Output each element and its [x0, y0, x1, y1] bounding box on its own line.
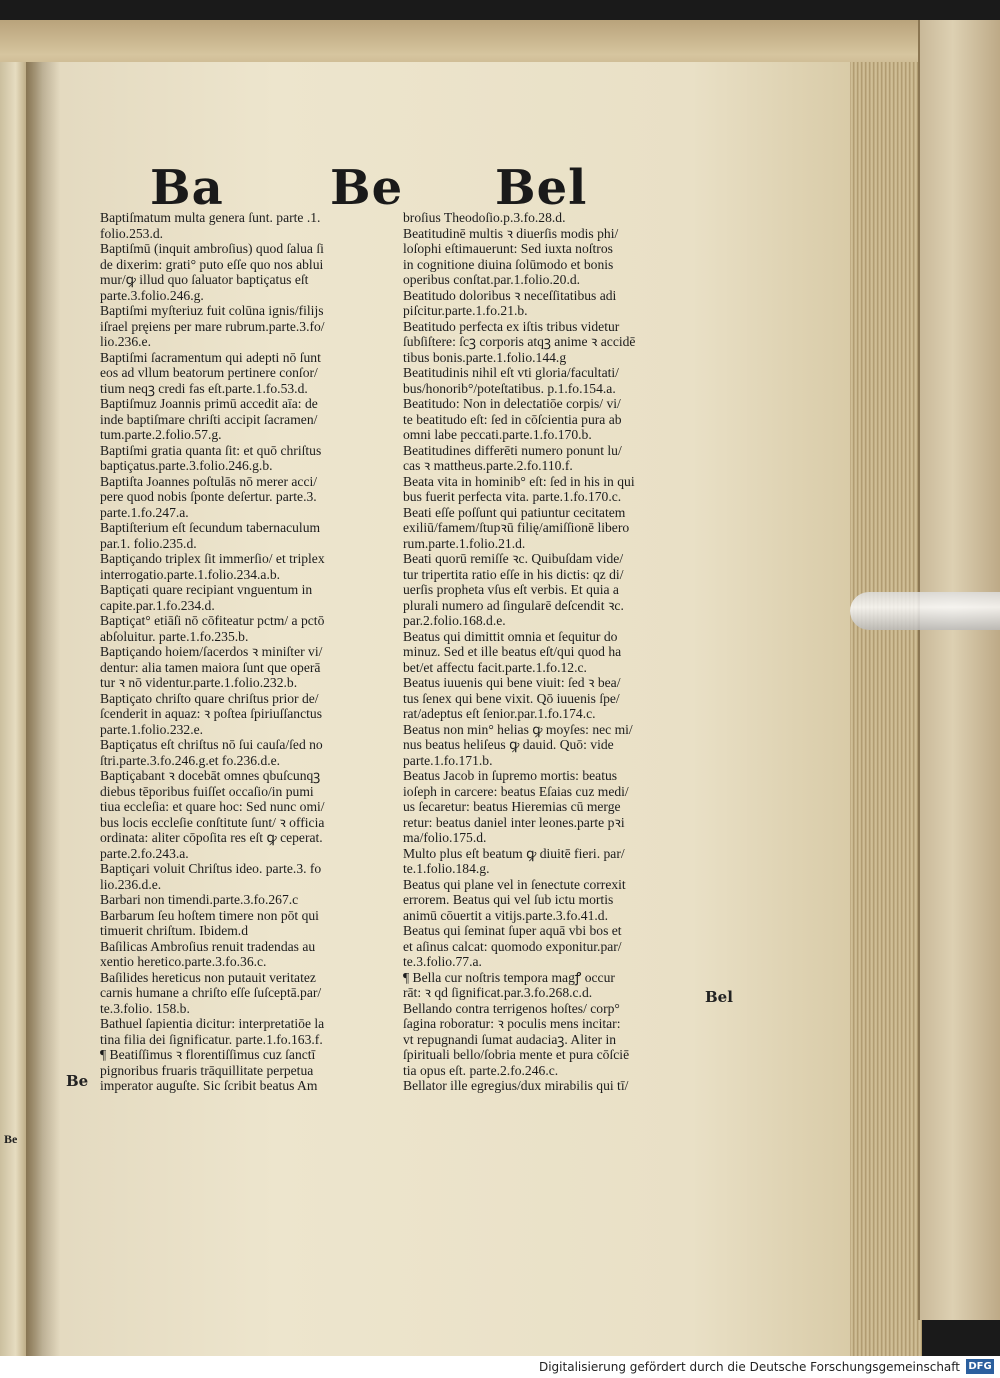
index-line: rāt: ꝛ qd ſignificat.par.3.fo.268.c.d.	[403, 985, 593, 1000]
index-line: Beatus non min° helias ꝙ moyſes: nec mi/	[403, 721, 633, 737]
index-line: rat/adeptus eſt ſenior.par.1.fo.174.c.	[403, 706, 596, 721]
index-line: bus fuerit perfecta vita. parte.1.fo.170.c.	[403, 489, 622, 504]
index-line: ordinata: aliter cōpoſita res eſt ꝙ ceperat.	[100, 830, 323, 845]
index-line: errorem. Beatus qui vel ſub ictu mortis	[403, 892, 614, 907]
index-line: Beatitudinē multis ꝛ diuerſis modis phi/	[403, 225, 619, 241]
index-line: tina filia dei ſignificatur. parte.1.fo.163.f.	[100, 1031, 323, 1047]
index-line: ioſeph in carcere: beatus Eſaias cuz medi/	[403, 783, 629, 799]
index-line: Bathuel ſapientia dicitur: interpretatiōe la	[100, 1016, 325, 1031]
index-line: tus ſenex qui bene vixit. Qō iuuenis ſpe/	[403, 690, 620, 706]
index-line: folio.253.d.	[100, 225, 164, 241]
index-line: te.3.folio.77.a.	[403, 954, 482, 969]
index-line: diebus tēporibus fuiſſet occaſio/in pumi	[100, 783, 314, 799]
index-line: Baſilides hereticus non putauit veritatez	[100, 969, 316, 985]
index-line: Baptiçando triplex ſit immerſio/ et triplex	[100, 551, 325, 566]
index-line: Baptiçati quare recipiant vnguentum in	[100, 582, 313, 597]
index-line: de dixerim: grati° puto eſſe quo nos ablui	[100, 256, 324, 272]
left-page-marginal: Be	[4, 1132, 18, 1146]
index-line: carnis humane a chriſto eſſe ſuſceptā.par/	[100, 985, 322, 1000]
index-line: eos ad vllum beatorum pertinere conſor/	[100, 365, 318, 380]
index-line: Beatitudo doloribus ꝛ neceſſitatibus adi	[403, 287, 617, 303]
index-line: bus locis eccleſie conſtitute ſunt/ ꝛ officia	[100, 814, 325, 830]
index-line: ¶ Bella cur noſtris tempora magꝭ occur	[403, 969, 615, 985]
index-line: rum.parte.1.folio.21.d.	[403, 535, 526, 551]
book-cover	[918, 20, 1000, 1320]
index-line: uerſis propheta vſus eſt verbis. Et quia a	[403, 582, 619, 597]
index-line: tium neqꝫ credi fas eſt.parte.1.fo.53.d.	[100, 380, 308, 396]
index-line: iſrael pręiens per mare rubrum.parte.3.fo/	[100, 318, 325, 334]
index-line: Baptiſterium eſt ſecundum tabernaculum	[100, 520, 321, 535]
index-line: Beatitudines differēti numero ponunt lu/	[403, 442, 622, 458]
index-line: Bellando contra terrigenos hoſtes/ corp°	[403, 1000, 620, 1016]
index-line: operibus conſtat.par.1.folio.20.d.	[403, 272, 581, 287]
index-line: animū cōuertit a vitijs.parte.3.fo.41.d.	[403, 907, 608, 923]
index-line: Beata vita in hominib° eſt: ſed in his in qui	[403, 473, 635, 489]
index-line: abſoluitur. parte.1.fo.235.b.	[100, 628, 249, 644]
index-line: Baptiſmi gratia quanta ſit: et quō chriſtus	[100, 442, 322, 458]
index-line: Beatus qui ſeminat ſuper aquā vbi bos et	[403, 923, 622, 938]
index-line: ¶ Beatiſſimus ꝛ florentiſſimus cuz ſanctī	[100, 1047, 316, 1062]
index-line: Beatus Jacob in ſupremo mortis: beatus	[403, 768, 618, 783]
page-edges	[850, 62, 922, 1378]
index-line: dentur: alia tamen maiora ſunt que operā	[100, 659, 321, 675]
index-line: ſpirituali bello/ſobria mente et pura cōſciē	[403, 1047, 630, 1062]
index-line: Baptiçatus eſt chriſtus nō ſui cauſa/ſed no	[100, 737, 323, 752]
index-line: ſcenderit in aquaz: ꝛ poſtea ſpiriuſſanctus	[100, 706, 322, 721]
margin-note-bel: Bel	[705, 988, 733, 1006]
index-line: ma/folio.175.d.	[403, 830, 487, 845]
index-line: Beatitudo perfecta ex iſtis tribus videtur	[403, 318, 620, 334]
index-line: bus/honorib°/poteſtatibus. p.1.fo.154.a.	[403, 380, 616, 396]
index-line: baptiçatus.parte.3.folio.246.g.b.	[100, 458, 273, 473]
index-line: bet/et affectu facit.parte.1.fo.12.c.	[403, 659, 587, 675]
index-line: lio.236.e.	[100, 334, 151, 349]
left-page-edge	[0, 62, 26, 1378]
index-line: Baptiſmi myſteriuz fuit colūna ignis/filijs	[100, 303, 324, 318]
index-line: Multo plus eſt beatum ꝙ diuitē fieri. par/	[403, 845, 625, 861]
index-line: parte.1.fo.247.a.	[100, 504, 189, 520]
index-line: omni labe peccati.parte.1.fo.170.b.	[403, 427, 592, 442]
index-line: tia opus eſt. parte.2.fo.246.c.	[403, 1062, 559, 1078]
index-line: minuz. Sed et ille beatus eſt/qui quod ha	[403, 644, 622, 659]
index-line: Baptiçat° etiāſi nō cōfiteatur pctm/ a pctō	[100, 613, 325, 628]
index-line: Baſilicas Ambroſius renuit tradendas au	[100, 938, 316, 954]
index-line: cas ꝛ mattheus.parte.2.fo.110.f.	[403, 458, 573, 473]
index-line: Beatus qui plane vel in ſenectute correxit	[403, 876, 626, 892]
index-line: Baptiſmi ſacramentum qui adepti nō ſunt	[100, 349, 321, 365]
index-line: Baptiſmuz Joannis primū accedit aīa: de	[100, 396, 318, 411]
margin-note-be: Be	[66, 1072, 89, 1090]
index-line: te beatitudo eſt: ſed in cōſcientia pura ab	[403, 411, 622, 427]
footer-bar	[0, 1356, 1000, 1378]
index-line: parte.3.folio.246.g.	[100, 287, 204, 303]
index-line: pere quod nobis ſponte deſertur. parte.3.	[100, 489, 317, 504]
index-line: timuerit chriſtum. Ibidem.d	[100, 923, 248, 938]
index-line: ſtri.parte.3.fo.246.g.et fo.236.d.e.	[100, 752, 281, 768]
index-line: Beatus qui dimittit omnia et ſequitur do	[403, 628, 618, 644]
index-line: Barbarum ſeu hoſtem timere non pōt qui	[100, 907, 319, 923]
index-line: parte.1.folio.232.e.	[100, 721, 204, 737]
index-line: tiua eccleſia: et quare hoc: Sed nunc omi/	[100, 799, 325, 814]
index-line: Bellator ille egregius/dux mirabilis qui tī/	[403, 1078, 629, 1093]
index-line: te.1.folio.184.g.	[403, 861, 490, 876]
index-line: Baptiçabant ꝛ docebāt omnes qbuſcunqꝫ	[100, 768, 321, 783]
index-line: Beatus iuuenis qui bene viuit: ſed ꝛ bea/	[403, 675, 621, 690]
index-line: nus beatus heliſeus ꝙ dauid. Quō: vide	[403, 737, 614, 752]
index-line: Baptiçari voluit Chriſtus ideo. parte.3. fo	[100, 861, 322, 876]
index-line: exiliū/famem/ſtupꝛū filię/amiſſionē libero	[403, 520, 630, 535]
right-column	[403, 210, 699, 1094]
index-line: Baptiſta Joannes poſtulās nō merer acci/	[100, 473, 318, 489]
index-line: ſagina roboratur: ꝛ poculis mens incitar:	[403, 1016, 621, 1031]
index-line: Baptiçato chriſto quare chriſtus prior de/	[100, 690, 319, 706]
index-line: imperator auguſte. Sic ſcribit beatus Am	[100, 1078, 318, 1093]
index-line: inde baptiſmare chriſti accipit ſacramen/	[100, 411, 318, 427]
index-line: tibus bonis.parte.1.folio.144.g	[403, 349, 567, 365]
gutter-shadow	[26, 62, 60, 1378]
index-line: loſophi eſtimauerunt: Sed iuxta noſtros	[403, 241, 613, 256]
index-line: xentio heretico.parte.3.fo.36.c.	[100, 954, 267, 969]
index-line: tur tripertita ratio eſſe in his dictis: qz di/	[403, 566, 624, 582]
index-line: Baptiſmū (inquit ambroſius) quod ſalua ſi	[100, 241, 324, 256]
index-line: Beatitudinis nihil eſt vti gloria/facultati/	[403, 365, 619, 380]
index-line: interrogatio.parte.1.folio.234.a.b.	[100, 566, 281, 582]
page-holder-tool	[850, 592, 1000, 630]
index-line: pignoribus fruaris trāquillitate perpetua	[100, 1062, 314, 1078]
index-line: parte.1.fo.171.b.	[403, 752, 493, 768]
index-line: Beatitudo: Non in delectatiōe corpis/ vi/	[403, 396, 621, 411]
left-column	[100, 210, 396, 1094]
index-line: te.3.folio. 158.b.	[100, 1000, 190, 1016]
index-line: capite.par.1.fo.234.d.	[100, 597, 215, 613]
index-line: Baptiſmatum multa genera ſunt. parte .1.	[100, 210, 321, 225]
index-line: piſcitur.parte.1.fo.21.b.	[403, 303, 528, 318]
index-line: us ſecaretur: beatus Hieremias cū merge	[403, 799, 621, 814]
index-line: lio.236.d.e.	[100, 876, 162, 892]
index-line: tur ꝛ nō videntur.parte.1.folio.232.b.	[100, 675, 298, 690]
index-line: parte.2.fo.243.a.	[100, 845, 189, 861]
index-line: par.1. folio.235.d.	[100, 535, 197, 551]
index-line: in cognitione diuina ſolūmodo et bonis	[403, 256, 614, 272]
index-line: ſubſiſtere: ſcꝫ corporis atqꝫ anime ꝛ accidē	[403, 334, 636, 349]
index-line: plurali numero ad ſingularē deſcendit ꝛc.	[403, 597, 624, 613]
index-line: Baptiçando hoiem/ſacerdos ꝛ miniſter vi/	[100, 644, 323, 659]
index-line: Beati quorū remiſſe ꝛc. Quibuſdam vide/	[403, 551, 624, 566]
header-ba: Ba	[150, 160, 224, 216]
index-line: tum.parte.2.folio.57.g.	[100, 427, 222, 442]
header-bel: Bel	[495, 160, 588, 216]
dfg-logo-icon: DFG	[966, 1359, 994, 1374]
index-line: Beati eſſe poſſunt qui patiuntur cecitatem	[403, 504, 626, 520]
index-line: retur: beatus daniel inter leones.parte pꝛi	[403, 814, 625, 830]
index-line: broſius Theodoſio.p.3.fo.28.d.	[403, 210, 566, 225]
index-line: et aſinus calcat: quomodo exponitur.par/	[403, 938, 622, 954]
header-be: Be	[330, 160, 404, 216]
index-line: par.2.folio.168.d.e.	[403, 613, 506, 628]
index-line: Barbari non timendi.parte.3.fo.267.c	[100, 892, 299, 907]
index-line: vt repugnandi ſumat audaciaꝫ. Aliter in	[403, 1031, 617, 1047]
footer-credit: Digitalisierung gefördert durch die Deutsche Forschungsgemeinschaft	[538, 1360, 960, 1374]
index-line: mur/ꝙ illud quo ſaluator baptiçatus eſt	[100, 272, 309, 287]
